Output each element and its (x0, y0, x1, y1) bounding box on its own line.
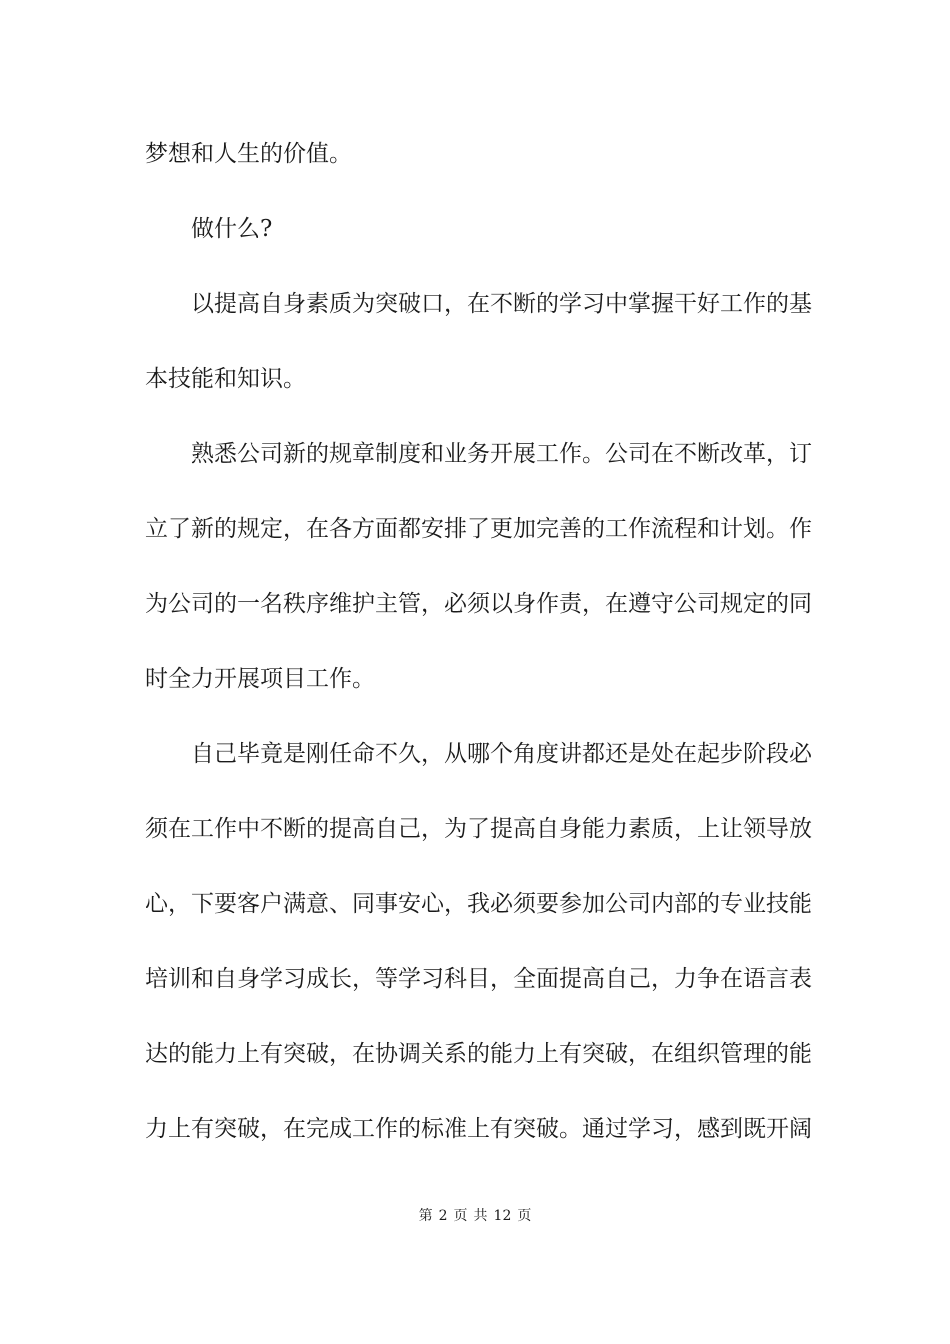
page-footer (0, 1206, 950, 1226)
text-line: 力上有突破，在完成工作的标准上有突破。通过学习，感到既开阔 (145, 1116, 812, 1142)
text-line: 达的能力上有突破，在协调关系的能力上有突破，在组织管理的能 (145, 1041, 812, 1067)
footer-page-number: 2 (438, 1208, 448, 1224)
footer-gong: 共 (473, 1208, 488, 1224)
text-line: 心，下要客户满意、同事安心，我必须要参加公司内部的专业技能 (145, 891, 812, 917)
text-line: 梦想和人生的价值。 (145, 141, 352, 167)
text-line: 以提高自身素质为突破口，在不断的学习中掌握干好工作的基 (191, 291, 812, 317)
text-line: 熟悉公司新的规章制度和业务开展工作。公司在不断改革，订 (191, 441, 812, 467)
footer-ye-2: 页 (517, 1208, 532, 1224)
footer-ye: 页 (453, 1208, 468, 1224)
footer-total-pages: 12 (493, 1208, 512, 1224)
footer-di: 第 (418, 1208, 433, 1224)
text-line: 做什么? (191, 216, 273, 242)
text-line: 立了新的规定，在各方面都安排了更加完善的工作流程和计划。作 (145, 516, 812, 542)
text-line: 为公司的一名秩序维护主管，必须以身作责，在遵守公司规定的同 (145, 591, 812, 617)
text-line: 自己毕竟是刚任命不久，从哪个角度讲都还是处在起步阶段必 (191, 741, 812, 767)
text-line: 须在工作中不断的提高自己，为了提高自身能力素质，上让领导放 (145, 816, 812, 842)
text-line: 培训和自身学习成长，等学习科目，全面提高自己，力争在语言表 (145, 966, 812, 992)
text-line: 本技能和知识。 (145, 366, 306, 392)
text-line: 时全力开展项目工作。 (145, 666, 375, 692)
